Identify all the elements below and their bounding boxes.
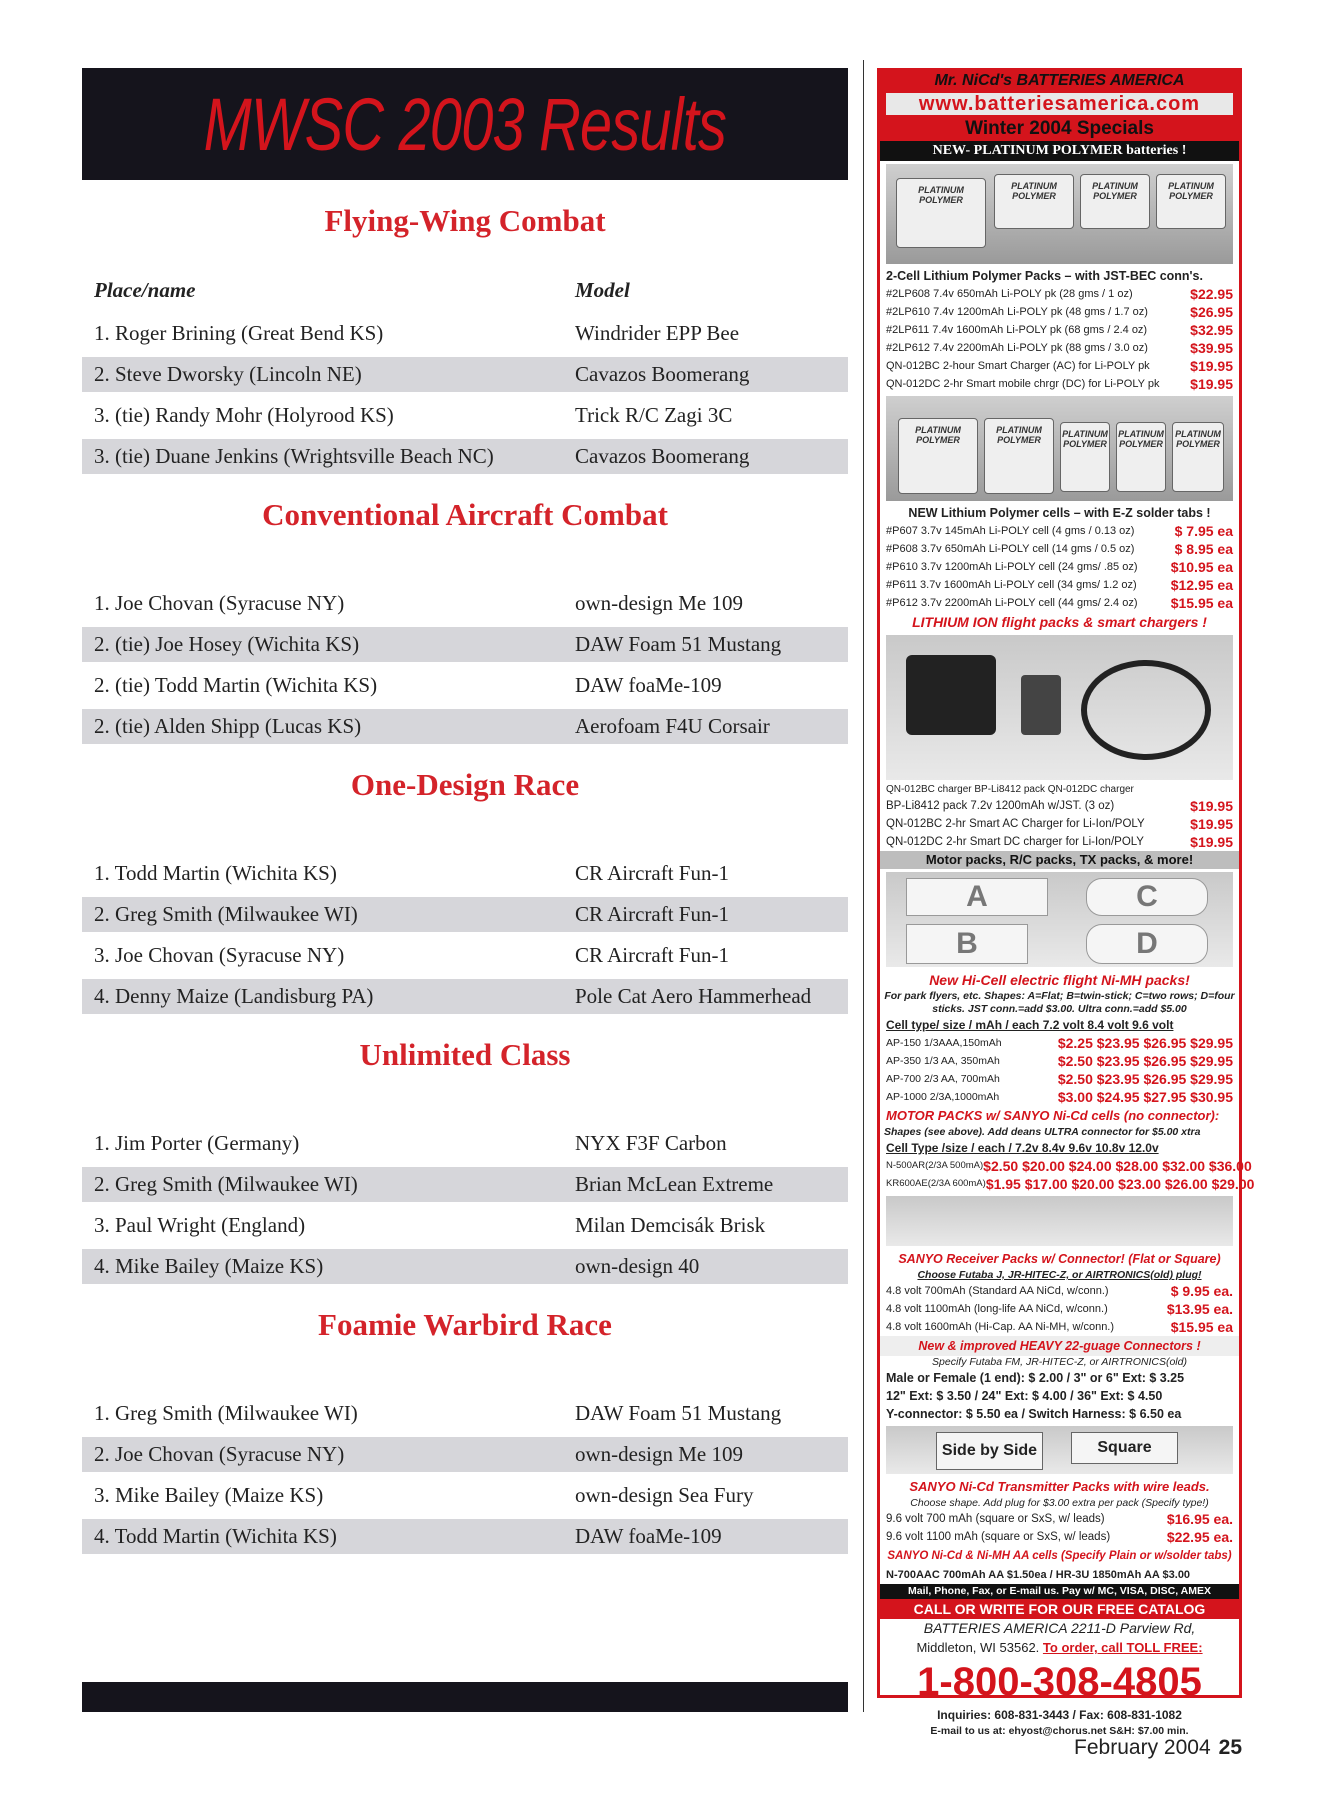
model-name: own-design 40 [575,1254,700,1278]
hicell-row [880,1052,1239,1070]
results-section [82,196,848,474]
pack-item-price: $22.95 [1190,286,1233,302]
pack-item [880,303,1239,321]
section-spacer [82,810,848,850]
table-row [82,316,848,351]
hicell-header: Cell type/ size / mAh / each 7.2 volt 8.4 volt 9.6 volt [886,1018,1174,1032]
pack-item-price: $39.95 [1190,340,1233,356]
cell-item-text: #P608 3.7v 650mAh Li-POLY cell (14 gms / 0.5 oz) [886,543,1135,555]
model-name: CR Aircraft Fun-1 [575,943,729,967]
model-name: NYX F3F Carbon [575,1131,727,1155]
place-name: 1. Jim Porter (Germany) [94,1131,300,1155]
cell-item [880,576,1239,594]
model-name: DAW foaMe-109 [575,673,722,697]
motor-row-text: KR600AE(2/3A 600mA) [886,1178,986,1189]
receiver-row-price: $13.95 ea. [1166,1301,1233,1317]
tx-row-price: $16.95 ea. [1166,1511,1233,1527]
place-name: 1. Todd Martin (Wichita KS) [94,861,337,885]
li-item-text: QN-012BC 2-hr Smart AC Charger for Li-Ion/POLY [886,818,1145,830]
cell-item-text: #P610 3.7v 1200mAh Li-POLY cell (24 gms/ .85 oz) [886,561,1138,573]
place-name: 1. Greg Smith (Milwaukee WI) [94,1401,358,1425]
pack-item-text: #2LP610 7.4v 1200mAh Li-POLY pk (48 gms / 1.7 oz) [886,306,1148,318]
model-name: DAW Foam 51 Mustang [575,632,782,656]
li-item-price: $19.95 [1190,834,1233,850]
pack-item [880,321,1239,339]
section-title: One-Design Race [350,767,580,802]
place-name: 3. (tie) Randy Mohr (Holyrood KS) [94,403,394,427]
inquiries: Inquiries: 608-831-3443 / Fax: 608-831-1082 [937,1708,1182,1722]
place-name: 3. Joe Chovan (Syracuse NY) [94,943,345,967]
place-name: 4. Todd Martin (Wichita KS) [94,1524,337,1548]
pack-item [880,285,1239,303]
table-row [82,398,848,433]
li-item [880,833,1239,851]
table-row [82,856,848,891]
toll-free-phone[interactable]: 1-800-308-4805 [917,1660,1202,1704]
model-name: DAW foaMe-109 [575,1524,722,1548]
results-section [82,760,848,1014]
place-name: 4. Denny Maize (Landisburg PA) [94,984,374,1008]
table-row [82,709,848,744]
section-spacer [82,1080,848,1120]
receiver-row-text: 4.8 volt 1100mAh (long-life AA NiCd, w/conn.) [886,1303,1108,1315]
pack-item [880,357,1239,375]
tx-row-text: 9.6 volt 700 mAh (square or SxS, w/ leads) [886,1513,1105,1525]
catalog-bar: CALL OR WRITE FOR OUR FREE CATALOG [880,1599,1239,1619]
place-name: 2. Joe Chovan (Syracuse NY) [94,1442,345,1466]
aa-row: N-700AAC 700mAh AA $1.50ea / HR-3U 1850mAh AA $3.00 [886,1569,1191,1581]
motor-row-price: $1.95 $17.00 $20.00 $23.00 $26.00 $29.00 [985,1176,1255,1192]
pack-item-price: $26.95 [1190,304,1233,320]
table-row [82,938,848,973]
order-text: To order, call TOLL FREE: [1042,1640,1203,1655]
section-title: Conventional Aircraft Combat [262,497,668,532]
pack-image: PLATINUM POLYMER [994,174,1074,229]
footer-bar [82,1682,848,1712]
hicell-row-text: AP-700 2/3 AA, 700mAh [886,1073,1000,1085]
pack-shapes-photo [886,872,1233,967]
results-section [82,490,848,744]
receiver-packs-photo [886,1196,1233,1246]
table-row [82,1396,848,1431]
li-item-text: QN-012DC 2-hr Smart DC charger for Li-Ion/POLY [886,836,1144,848]
motor-row [880,1175,1255,1193]
li-item [880,815,1239,833]
cell-item [880,540,1239,558]
section-spacer [82,540,848,580]
pack-item-text: QN-012BC 2-hour Smart Charger (AC) for Li-POLY pk [886,360,1150,372]
pack-item-price: $32.95 [1190,322,1233,338]
polymer-cells-photo [886,396,1233,501]
ad-new-polymer: NEW- PLATINUM POLYMER batteries ! [880,141,1239,161]
table-row [82,668,848,703]
pack-item-text: #2LP612 7.4v 2200mAh Li-POLY pk (88 gms / 3.0 oz) [886,342,1148,354]
model-name: Pole Cat Aero Hammerhead [575,984,812,1008]
li-item-price: $19.95 [1190,798,1233,814]
pack-item-text: #2LP611 7.4v 1600mAh Li-POLY pk (68 gms / 2.4 oz) [886,324,1148,336]
model-name: Windrider EPP Bee [575,321,740,345]
receiver-row [880,1300,1239,1318]
battery-pack-icon [1021,675,1061,735]
header-place: Place/name [94,277,196,302]
li-caption: QN-012BC charger BP-Li8412 pack QN-012DC charger [886,784,1134,795]
model-name: Cavazos Boomerang [575,362,750,386]
tx-row-price: $22.95 ea. [1166,1529,1233,1545]
receiver-row-text: 4.8 volt 700mAh (Standard AA NiCd, w/conn.) [886,1285,1109,1297]
tx-row [880,1510,1239,1528]
table-row [82,1126,848,1161]
cell-item-text: #P607 3.7v 145mAh Li-POLY cell (4 gms / 0.13 oz) [886,525,1135,537]
pack-item-price: $19.95 [1190,358,1233,374]
pack-item-price: $19.95 [1190,376,1233,392]
table-row [82,1478,848,1513]
extension-row: Male or Female (1 end): $ 2.00 / 3" or 6" Ext: $ 3.25 [886,1371,1185,1385]
cell-image: PLATINUM POLYMER [1172,422,1224,492]
shape-d: D [1086,924,1208,964]
receiver-row-price: $15.95 ea [1170,1319,1233,1335]
cell-item-text: #P611 3.7v 1600mAh Li-POLY cell (34 gms/ 1.2 oz) [886,579,1137,591]
hicell-heading: New Hi-Cell electric flight Ni-MH packs! [929,972,1190,988]
cells-header: NEW Lithium Polymer cells – with E-Z solder tabs ! [908,506,1211,520]
table-row [82,1519,848,1554]
hicell-row [880,1088,1239,1106]
table-row [82,627,848,662]
cell-item-text: #P612 3.7v 2200mAh Li-POLY cell (44 gms/ 2.4 oz) [886,597,1138,609]
model-name: own-design Me 109 [575,591,743,615]
cell-item-price: $ 7.95 ea [1174,523,1233,539]
table-row [82,1249,848,1284]
packs-header: 2-Cell Lithium Polymer Packs – with JST-BEC conn's. [886,269,1203,283]
side-by-side-label: Side by Side [936,1432,1043,1470]
hicell-row-price: $2.25 $23.95 $26.95 $29.95 [1057,1035,1233,1051]
pack-item [880,375,1239,393]
pack-image: PLATINUM POLYMER [1156,174,1226,229]
results-section [82,1300,848,1554]
li-item [880,797,1239,815]
section-title: Flying-Wing Combat [324,203,606,238]
place-name: 2. Steve Dworsky (Lincoln NE) [94,362,362,386]
lithium-ion-photo [886,635,1233,780]
table-row [82,439,848,474]
page-title: MWSC 2003 Results [203,82,727,166]
model-name: CR Aircraft Fun-1 [575,861,729,885]
shape-a: A [906,878,1048,916]
place-name: 2. Greg Smith (Milwaukee WI) [94,1172,358,1196]
place-name: 1. Roger Brining (Great Bend KS) [94,321,384,345]
connectors-heading: New & improved HEAVY 22-guage Connectors ! [880,1336,1239,1356]
motor-row [880,1157,1252,1175]
aa-heading: SANYO Ni-Cd & Ni-MH AA cells (Specify Plain or w/solder tabs) [887,1550,1232,1562]
extension-row: Y-connector: $ 5.50 ea / Switch Harness: $ 6.50 ea [886,1407,1182,1421]
place-name: 2. (tie) Todd Martin (Wichita KS) [94,673,378,697]
tx-shapes-photo [886,1426,1233,1474]
batteries-america-ad [877,68,1255,1737]
shape-c: C [1086,878,1208,916]
email-line[interactable]: E-mail to us at: ehyost@chorus.net S&H: $7.00 min. [930,1725,1189,1737]
cell-item [880,558,1239,576]
hicell-row-text: AP-1000 2/3A,1000mAh [886,1091,1000,1103]
hicell-row-text: AP-350 1/3 AA, 350mAh [886,1055,1000,1067]
hicell-row-text: AP-150 1/3AAA,150mAh [886,1037,1002,1049]
place-name: 4. Mike Bailey (Maize KS) [94,1254,324,1278]
pack-item-text: QN-012DC 2-hr Smart mobile chrgr (DC) for Li-POLY pk [886,378,1160,390]
motor-packs-heading: MOTOR PACKS w/ SANYO Ni-Cd cells (no connector): [886,1108,1220,1123]
ad-url-wrap [880,91,1239,117]
lithium-ion-heading: LITHIUM ION flight packs & smart chargers ! [912,614,1207,630]
column-divider [863,60,864,1712]
address-line1: BATTERIES AMERICA 2211-D Parview Rd, [923,1620,1196,1636]
hicell-row [880,1034,1239,1052]
place-name: 2. (tie) Alden Shipp (Lucas KS) [94,714,362,738]
place-name: 1. Joe Chovan (Syracuse NY) [94,591,345,615]
section-title: Foamie Warbird Race [318,1307,612,1342]
cell-item-price: $10.95 ea [1170,559,1233,575]
tx-row-text: 9.6 volt 1100 mAh (square or SxS, w/ leads) [886,1531,1111,1543]
model-name: own-design Sea Fury [575,1483,754,1507]
model-name: CR Aircraft Fun-1 [575,902,729,926]
cell-image: PLATINUM POLYMER [1116,422,1166,492]
place-name: 2. (tie) Joe Hosey (Wichita KS) [94,632,360,656]
hicell-row-price: $3.00 $24.95 $27.95 $30.95 [1057,1089,1233,1105]
ad-brand: Mr. NiCd's BATTERIES AMERICA [880,71,1239,91]
header-model: Model [575,277,630,302]
square-label: Square [1071,1432,1178,1464]
table-row [82,1437,848,1472]
motor-bar: Motor packs, R/C packs, TX packs, & more! [880,851,1239,869]
receiver-heading: SANYO Receiver Packs w/ Connector! (Flat or Square) [898,1252,1221,1266]
table-row [82,979,848,1014]
receiver-row-price: $ 9.95 ea. [1170,1283,1233,1299]
section-spacer [82,1350,848,1390]
cell-item-price: $15.95 ea [1170,595,1233,611]
motor-row-text: N-500AR(2/3A 500mA) [886,1160,984,1171]
pack-item-text: #2LP608 7.4v 650mAh Li-POLY pk (28 gms / 1 oz) [886,288,1133,300]
page-number: 25 [1218,1736,1242,1759]
table-row [82,1208,848,1243]
model-name: DAW Foam 51 Mustang [575,1401,782,1425]
shape-b: B [906,924,1028,964]
model-name: own-design Me 109 [575,1442,743,1466]
cell-item-price: $12.95 ea [1170,577,1233,593]
results-sections [82,196,848,1554]
page-footer [1074,1736,1242,1760]
polymer-packs-photo [886,164,1233,264]
table-row [82,586,848,621]
receiver-row [880,1318,1239,1336]
title-banner [82,68,848,180]
charger-icon [906,655,996,735]
coiled-cord-icon [1081,660,1211,760]
cell-item-price: $ 8.95 ea [1174,541,1233,557]
cell-image: PLATINUM POLYMER [984,418,1054,494]
motor-note: Shapes (see above). Add deans ULTRA connector for $5.00 xtra [884,1126,1201,1138]
connectors-note: Specify Futaba FM, JR-HITEC-Z, or AIRTRONICS(old) [932,1356,1187,1368]
hicell-row [880,1070,1239,1088]
pack-image: PLATINUM POLYMER [896,178,986,248]
extension-row: 12" Ext: $ 3.50 / 24" Ext: $ 4.00 / 36" Ext: $ 4.50 [886,1389,1163,1403]
li-item-price: $19.95 [1190,816,1233,832]
tx-row [880,1528,1239,1546]
table-row [82,357,848,392]
hicell-row-price: $2.50 $23.95 $26.95 $29.95 [1057,1053,1233,1069]
place-name: 2. Greg Smith (Milwaukee WI) [94,902,358,926]
place-name: 3. (tie) Duane Jenkins (Wrightsville Beach NC) [94,444,494,468]
receiver-note: Choose Futaba J, JR-HITEC-Z, or AIRTRONICS(old) plug! [917,1269,1202,1281]
model-name: Brian McLean Extreme [575,1172,774,1196]
pack-image: PLATINUM POLYMER [1080,174,1150,229]
receiver-row-text: 4.8 volt 1600mAh (Hi-Cap. AA Ni-MH, w/conn.) [886,1321,1115,1333]
motor-header: Cell Type /size / each / 7.2v 8.4v 9.6v 10.8v 12.0v [886,1141,1159,1155]
pack-item [880,339,1239,357]
tx-note: Choose shape. Add plug for $3.00 extra per pack (Specify type!) [910,1497,1209,1509]
table-row [82,1167,848,1202]
section-title: Unlimited Class [359,1037,571,1072]
table-row [82,897,848,932]
receiver-row [880,1282,1239,1300]
ad-specials: Winter 2004 Specials [880,117,1239,141]
column-headers [82,270,848,310]
li-item-text: BP-Li8412 pack 7.2v 1200mAh w/JST. (3 oz) [886,800,1115,812]
tx-heading: SANYO Ni-Cd Transmitter Packs with wire leads. [909,1479,1210,1494]
model-name: Aerofoam F4U Corsair [575,714,770,738]
ad-url[interactable]: www.batteriesamerica.com [886,93,1233,115]
cell-item [880,594,1239,612]
results-section [82,1030,848,1284]
model-name: Milan Demcisák Brisk [575,1213,766,1237]
model-name: Trick R/C Zagi 3C [575,403,733,427]
motor-row-price: $2.50 $20.00 $24.00 $28.00 $32.00 $36.00 [983,1158,1252,1174]
payment-bar: Mail, Phone, Fax, or E-mail us. Pay w/ MC, VISA, DISC, AMEX [880,1584,1239,1599]
issue-date: February 2004 [1074,1736,1211,1759]
results-column [82,68,848,1554]
cell-image: PLATINUM POLYMER [898,418,978,494]
cell-item [880,522,1239,540]
hicell-note: For park flyers, etc. Shapes: A=Flat; B=twin-stick; C=two rows; D=four sticks. JST conn.=add $3.00. Ultra conn.=add $5.00 [884,990,1235,1015]
place-name: 3. Paul Wright (England) [94,1213,306,1237]
address-line2: Middleton, WI 53562. [916,1640,1040,1655]
hicell-row-price: $2.50 $23.95 $26.95 $29.95 [1057,1071,1233,1087]
model-name: Cavazos Boomerang [575,444,750,468]
cell-image: PLATINUM POLYMER [1060,422,1110,492]
place-name: 3. Mike Bailey (Maize KS) [94,1483,324,1507]
